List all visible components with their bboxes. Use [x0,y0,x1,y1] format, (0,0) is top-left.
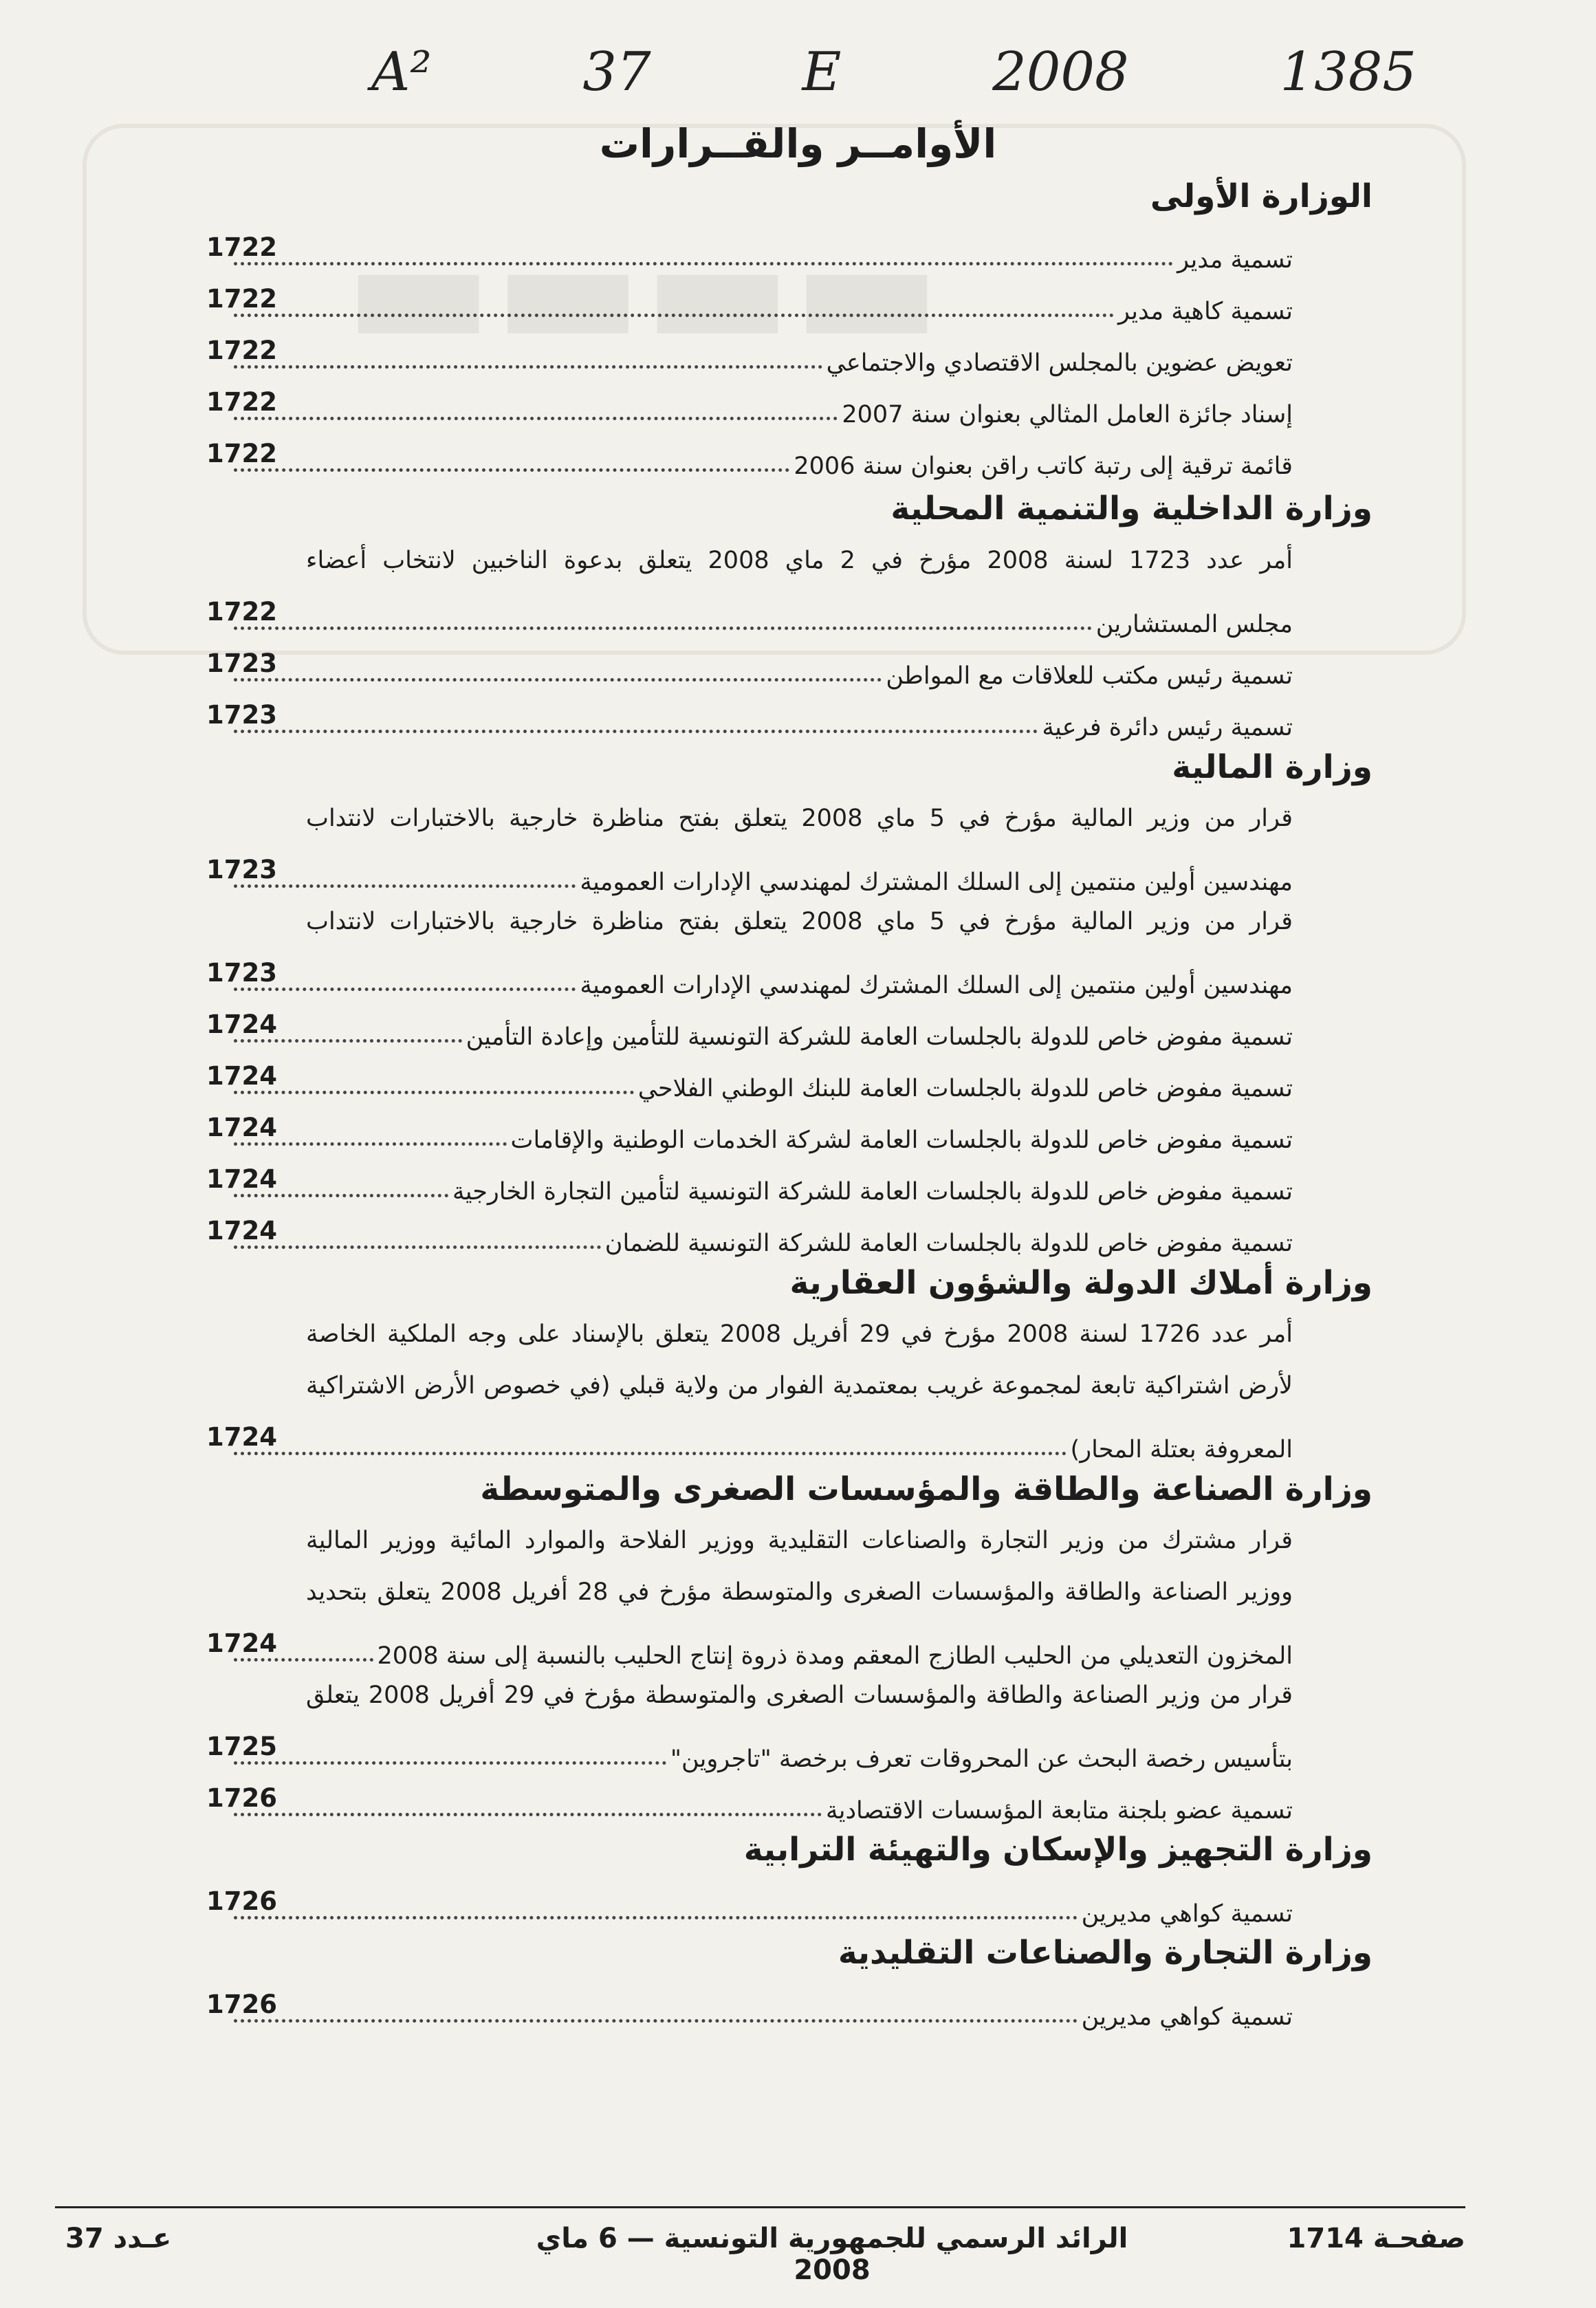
toc-entry [206,1418,1293,1463]
entry-text: بتأسيس رخصة البحث عن المحروقات تعرف برخصة "تاجروين" [670,1745,1293,1773]
leader-dots [234,1451,1067,1455]
toc-entry [206,1985,1293,2031]
entry-text: تسمية عضو بلجنة متابعة المؤسسات الاقتصادية [825,1797,1293,1825]
entry-text: تسمية كواهي مديرين [1081,1900,1293,1928]
leader-dots [234,1090,634,1094]
entry-line: ووزير الصناعة والطاقة والمؤسسات الصغرى والمتوسطة مؤرخ في 28 أفريل 2008 يتعلق بتحديد [306,1578,1293,1606]
entry-text: تسمية مفوض خاص للدولة بالجلسات العامة للبنك الوطني الفلاحي [637,1075,1293,1102]
toc-entry [206,383,1293,428]
section-heading: وزارة التجارة والصناعات التقليدية [838,1934,1373,1972]
page-number: 1723 [206,649,277,678]
leader-dots [234,313,1114,317]
entry-text: تسمية كاهية مدير [1117,298,1293,325]
leader-dots [234,2018,1078,2023]
page-number: 1726 [206,1783,277,1813]
note-issue: 37 [582,41,651,103]
page-number: 1722 [206,439,277,468]
entry-line: قرار من وزير المالية مؤرخ في 5 ماي 2008 يتعلق بفتح مناظرة خارجية بالاختبارات لانتداب [306,908,1293,935]
leader-dots [234,1812,822,1816]
entry-text: مهندسين أولين منتمين إلى السلك المشترك لمهندسي الإدارات العمومية [580,869,1293,896]
toc-entry [206,1728,1293,1773]
entry-line: أمر عدد 1726 لسنة 2008 مؤرخ في 29 أفريل 2008 يتعلق بالإسناد على وجه الملكية الخاصة [306,1320,1293,1348]
page-number: 1724 [206,1113,277,1142]
entry-text: مهندسين أولين منتمين إلى السلك المشترك لمهندسي الإدارات العمومية [580,972,1293,999]
note-a: A² [371,41,432,103]
toc-entry [206,435,1293,480]
page-number: 1723 [206,855,277,884]
entry-text: إسناد جائزة العامل المثالي بعنوان سنة 2007 [842,401,1293,428]
entry-text: تسمية مفوض خاص للدولة بالجلسات العامة للشركة التونسية للتأمين وإعادة التأمين [466,1023,1293,1051]
note-year: 2008 [992,41,1129,103]
toc-entry [206,228,1293,274]
page-number: 1723 [206,958,277,988]
note-e: E [802,41,842,103]
entry-text: المعروفة بعتلة المحار) [1070,1436,1293,1463]
entry-line: قرار من وزير المالية مؤرخ في 5 ماي 2008 يتعلق بفتح مناظرة خارجية بالاختبارات لانتداب [306,805,1293,832]
toc-entry [206,593,1293,638]
toc-entry [206,644,1293,690]
toc-entry [206,331,1293,377]
leader-dots [234,626,1092,630]
page-number: 1724 [206,1216,277,1245]
entry-line: قرار مشترك من وزير التجارة والصناعات التقليدية ووزير الفلاحة والموارد المائية ووزير المالية [306,1527,1293,1554]
leader-dots [234,468,789,472]
entry-text: تسمية رئيس دائرة فرعية [1042,714,1293,741]
footer-rule [55,2206,1465,2208]
entry-text: المخزون التعديلي من الحليب الطازج المعقم ومدة ذروة إنتاج الحليب بالنسبة إلى سنة 2008 [377,1642,1293,1670]
handwritten-note [371,21,1417,124]
section-heading: الوزارة الأولى [1150,177,1373,215]
leader-dots [234,729,1038,733]
footer-page: صفحـة 1714 [1287,2223,1465,2254]
toc-entry [206,1779,1293,1825]
leader-dots [234,1245,601,1249]
toc-entry [206,954,1293,999]
toc-entry [206,1212,1293,1257]
toc-entry [206,1882,1293,1928]
toc-entry [206,280,1293,325]
entry-text: قائمة ترقية إلى رتبة كاتب راقن بعنوان سنة 2006 [794,453,1293,480]
section-heading: وزارة الداخلية والتنمية المحلية [890,490,1373,527]
leader-dots [234,364,822,369]
leader-dots [234,416,838,420]
toc-entry [206,1109,1293,1154]
entry-line: قرار من وزير الصناعة والطاقة والمؤسسات الصغرى والمتوسطة مؤرخ في 29 أفريل 2008 يتعلق [306,1681,1293,1709]
section-heading: وزارة التجهيز والإسكان والتهيئة الترابية [743,1831,1373,1869]
page-number: 1724 [206,1061,277,1091]
page-number: 1724 [206,1629,277,1658]
page-number: 1726 [206,1886,277,1916]
page-number: 1723 [206,700,277,730]
footer-issue: عـدد 37 [65,2223,172,2254]
page-number: 1725 [206,1732,277,1761]
toc-entry [206,1624,1293,1670]
section-heading: وزارة المالية [1172,748,1373,786]
leader-dots [234,261,1173,265]
section-heading: وزارة أملاك الدولة والشؤون العقارية [789,1264,1373,1302]
entry-text: مجلس المستشارين [1095,611,1293,638]
page-number: 1722 [206,336,277,365]
page-number: 1722 [206,387,277,417]
leader-dots [234,677,882,682]
page-number: 1724 [206,1422,277,1452]
toc-entry [206,1057,1293,1102]
footer-journal: الرائد الرسمي للجمهورية التونسية — 6 ماي 2008 [536,2223,1128,2286]
note-code: 1385 [1280,41,1417,103]
entry-text: تسمية مفوض خاص للدولة بالجلسات العامة للشركة التونسية لتأمين التجارة الخارجية [452,1178,1293,1206]
toc-entry [206,851,1293,896]
page-number: 1722 [206,232,277,262]
toc-entry [206,1160,1293,1206]
page-number: 1726 [206,1990,277,2019]
entry-text: تسمية مدير [1177,246,1293,274]
ghost-masthead: ▬▬▬▬ [344,199,942,383]
entry-line: أمر عدد 1723 لسنة 2008 مؤرخ في 2 ماي 2008 يتعلق بدعوة الناخبين لانتخاب أعضاء [306,547,1293,574]
page-number: 1722 [206,284,277,314]
toc-entry [206,1005,1293,1051]
entry-line: لأرض اشتراكية تابعة لمجموعة غريب بمعتمدية الفوار من ولاية قبلي (في خصوص الأرض الاشتراكية [306,1372,1293,1400]
toc-title: الأوامــر والقــرارات [599,120,997,167]
page-number: 1724 [206,1164,277,1194]
toc-entry [206,696,1293,741]
page-number: 1724 [206,1010,277,1039]
entry-text: تسمية رئيس مكتب للعلاقات مع المواطن [886,662,1293,690]
leader-dots [234,1915,1078,1919]
leader-dots [234,1761,666,1765]
entry-text: تسمية كواهي مديرين [1081,2003,1293,2031]
entry-text: تسمية مفوض خاص للدولة بالجلسات العامة للشركة التونسية للضمان [604,1230,1293,1257]
page-number: 1722 [206,597,277,627]
section-heading: وزارة الصناعة والطاقة والمؤسسات الصغرى والمتوسطة [480,1470,1373,1508]
entry-text: تسمية مفوض خاص للدولة بالجلسات العامة لشركة الخدمات الوطنية والإقامات [510,1126,1293,1154]
entry-text: تعويض عضوين بالمجلس الاقتصادي والاجتماعي [826,349,1293,377]
